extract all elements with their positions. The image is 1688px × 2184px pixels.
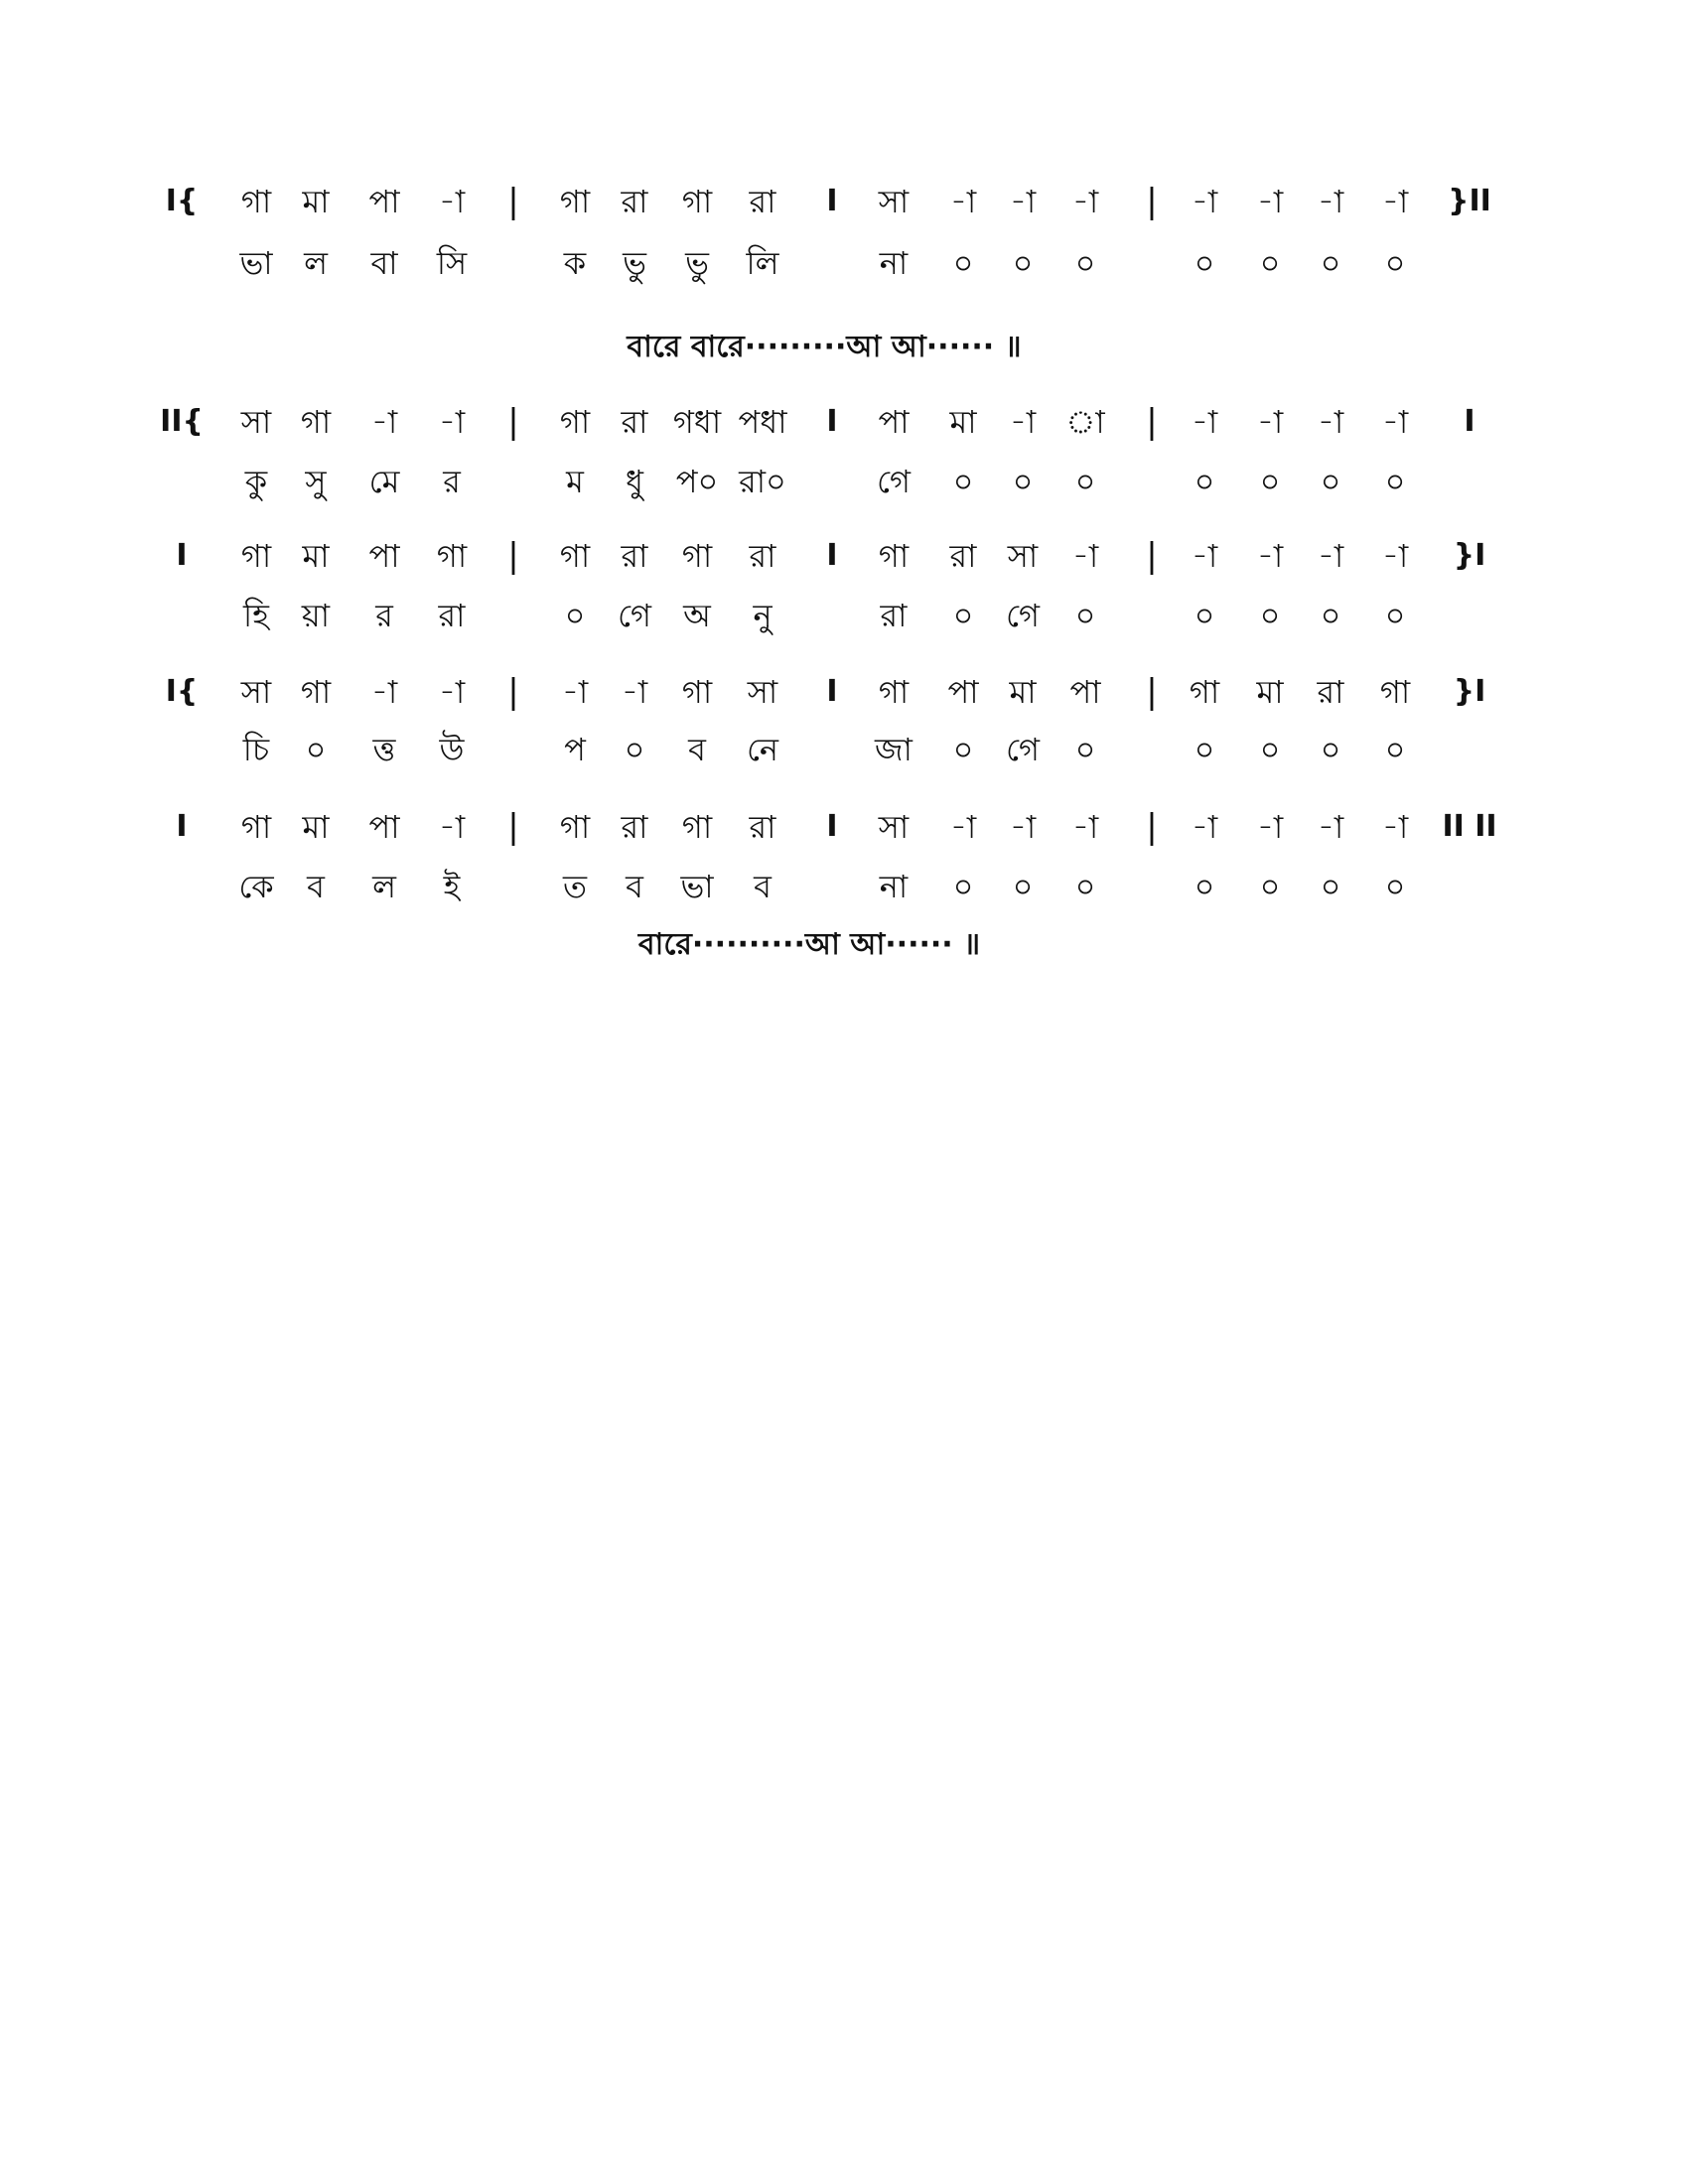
lyric-syllable: ০	[1012, 244, 1034, 282]
section-mark: I	[826, 404, 838, 439]
lyric-syllable: ব	[307, 868, 325, 905]
lyric-syllable: গে	[1006, 731, 1040, 768]
lyric-syllable: ০	[624, 731, 645, 768]
lyric-syllable: ০	[952, 868, 974, 905]
lyric-syllable: কু	[244, 463, 268, 500]
note: -া	[1009, 403, 1037, 441]
note: -া	[1381, 808, 1409, 846]
bar-line: |	[507, 402, 519, 442]
notation-line-2-notes	[0, 397, 1688, 447]
note: গা	[240, 183, 272, 220]
note: -া	[438, 673, 466, 711]
bar-line: |	[507, 182, 519, 221]
lyric-syllable: ব	[754, 868, 772, 905]
note: মা	[302, 183, 330, 220]
lyric-syllable: ০	[1074, 463, 1096, 500]
note: রা	[621, 183, 648, 220]
lyric-syllable: ০	[1012, 868, 1034, 905]
notation-line-5-lyrics	[0, 862, 1688, 911]
note: পা	[368, 183, 400, 220]
lyric-syllable: ম	[566, 463, 584, 500]
lyric-syllable: ০	[1259, 597, 1281, 634]
notation-line-3-notes	[0, 531, 1688, 581]
lyric-syllable: ০	[1259, 463, 1281, 500]
notation-line-1-lyrics	[0, 238, 1688, 288]
lyric-syllable: ০	[1194, 463, 1215, 500]
lyric-syllable: ০	[305, 731, 327, 768]
bar-line: |	[1146, 672, 1158, 712]
note: -া	[438, 808, 466, 846]
note: গা	[240, 808, 272, 846]
lyric-syllable: ০	[1384, 244, 1406, 282]
note: -া	[370, 403, 398, 441]
note: -া	[1381, 183, 1409, 220]
notation-line-1-notes	[0, 177, 1688, 226]
note: -া	[1256, 183, 1284, 220]
lyric-syllable: য়া	[301, 597, 331, 634]
note: গা	[436, 537, 468, 575]
lyric-syllable: ০	[952, 463, 974, 500]
lyric-syllable: র	[375, 597, 393, 634]
lyric-syllable: ল	[372, 868, 396, 905]
note: -া	[1191, 183, 1218, 220]
note: সা	[878, 183, 910, 220]
note: -া	[949, 183, 977, 220]
section-mark: I	[826, 674, 838, 709]
note: গা	[681, 183, 713, 220]
note: -া	[1317, 403, 1344, 441]
note: -া	[1191, 403, 1218, 441]
lyric-syllable: চি	[242, 731, 270, 768]
lyric-syllable: ০	[564, 597, 586, 634]
lyric-syllable: রা	[880, 597, 908, 634]
notation-line-4-notes	[0, 667, 1688, 717]
lyric-syllable: ০	[1074, 868, 1096, 905]
lyric-syllable: গে	[1006, 597, 1040, 634]
lyric-syllable: ০	[952, 244, 974, 282]
note: মা	[302, 537, 330, 575]
note: -া	[1191, 808, 1218, 846]
lyric-syllable: ই	[443, 868, 461, 905]
note: -া	[438, 183, 466, 220]
bar-line: |	[507, 536, 519, 576]
lyric-syllable: ০	[952, 731, 974, 768]
note: গা	[878, 537, 910, 575]
note: গা	[1189, 673, 1220, 711]
note: -া	[1317, 537, 1344, 575]
lyric-syllable: ল	[304, 244, 328, 282]
section-mark: I	[826, 538, 838, 573]
section-mark: II{	[160, 404, 204, 439]
lyric-syllable: ভা	[239, 244, 273, 282]
note: -া	[1256, 403, 1284, 441]
note: গা	[559, 808, 591, 846]
note: পধা	[738, 403, 787, 441]
lyric-syllable: ক	[563, 244, 587, 282]
lyric-syllable: ০	[1384, 868, 1406, 905]
note: -া	[1256, 537, 1284, 575]
note: গা	[681, 673, 713, 711]
notation-line-4-lyrics	[0, 725, 1688, 774]
lyric-syllable: ০	[1320, 244, 1341, 282]
lyric-syllable: না	[879, 868, 909, 905]
note: রা	[949, 537, 977, 575]
note: মা	[1009, 673, 1037, 711]
note: -া	[1071, 183, 1099, 220]
bar-line: |	[507, 807, 519, 847]
section-mark: I	[1464, 404, 1476, 439]
lyric-syllable: ধু	[626, 463, 643, 500]
note: -া	[621, 673, 648, 711]
lyric-syllable: ০	[1074, 731, 1096, 768]
section-mark: II II	[1442, 809, 1497, 844]
note: -া	[1317, 808, 1344, 846]
notation-line-5-notes	[0, 802, 1688, 852]
section-mark: I	[826, 809, 838, 844]
lyric-syllable: ০	[1259, 244, 1281, 282]
lyric-syllable: ভু	[623, 244, 646, 282]
lyric-syllable: ০	[1384, 597, 1406, 634]
lyric-syllable: প০	[675, 463, 719, 500]
note: পা	[947, 673, 979, 711]
lyric-syllable: নে	[746, 731, 779, 768]
lyric-syllable: লি	[746, 244, 779, 282]
lyric-syllable: অ	[683, 597, 711, 634]
note: গা	[300, 673, 332, 711]
lyric-syllable: ভা	[680, 868, 714, 905]
lyric-syllable: ০	[1320, 868, 1341, 905]
lyric-syllable: বা	[370, 244, 398, 282]
note: -া	[561, 673, 589, 711]
lyric-syllable: উ	[439, 731, 465, 768]
note: রা	[621, 403, 648, 441]
section-mark: }I	[1453, 674, 1486, 709]
note: রা	[749, 183, 776, 220]
lyric-syllable: গে	[618, 597, 651, 634]
note: -া	[438, 403, 466, 441]
lyric-syllable: ০	[1320, 463, 1341, 500]
lyric-syllable: ০	[1384, 463, 1406, 500]
lyric-syllable: ০	[1259, 731, 1281, 768]
note: া	[1065, 403, 1105, 441]
lyric-syllable: সু	[305, 463, 327, 500]
section-mark: I{	[165, 674, 199, 709]
bar-line: |	[507, 672, 519, 712]
note: -া	[370, 673, 398, 711]
section-mark: I	[826, 184, 838, 218]
lyric-syllable: কে	[238, 868, 274, 905]
note: পা	[368, 808, 400, 846]
note: রা	[749, 808, 776, 846]
note: পা	[368, 537, 400, 575]
lyric-syllable: ০	[1194, 597, 1215, 634]
note: গা	[559, 537, 591, 575]
note: -া	[1191, 537, 1218, 575]
note: গা	[300, 403, 332, 441]
lyric-syllable: রা	[438, 597, 466, 634]
note: রা	[621, 808, 648, 846]
note: মা	[949, 403, 977, 441]
note: গা	[240, 537, 272, 575]
bar-line: |	[1146, 536, 1158, 576]
note: গা	[681, 808, 713, 846]
lyric-syllable: র	[443, 463, 461, 500]
section-mark: I	[176, 809, 188, 844]
note: -া	[1009, 183, 1037, 220]
lyric-syllable: ০	[1074, 597, 1096, 634]
lyric-syllable: ব	[626, 868, 643, 905]
lyric-syllable: মে	[368, 463, 400, 500]
lyric-syllable: ত	[562, 868, 588, 905]
lyric-syllable: রা০	[739, 463, 786, 500]
bar-line: |	[1146, 182, 1158, 221]
note: মা	[1256, 673, 1284, 711]
lyric-syllable: ০	[1320, 597, 1341, 634]
section-mark: }I	[1453, 538, 1486, 573]
lyric-syllable: ০	[1194, 731, 1215, 768]
lyric-syllable: ০	[1384, 731, 1406, 768]
note: সা	[1007, 537, 1039, 575]
note: -া	[1256, 808, 1284, 846]
lyric-syllable: ত্ত	[372, 731, 396, 768]
note: গা	[559, 183, 591, 220]
note: গা	[681, 537, 713, 575]
note: -া	[1381, 537, 1409, 575]
lyric-syllable: ০	[952, 597, 974, 634]
lyric-syllable: না	[879, 244, 909, 282]
notation-line-2-lyrics	[0, 457, 1688, 506]
note: -া	[949, 808, 977, 846]
lyric-syllable: ০	[1320, 731, 1341, 768]
note: সা	[747, 673, 778, 711]
lyric-syllable: জা	[875, 731, 913, 768]
notation-line-3-lyrics	[0, 591, 1688, 640]
note: -া	[1071, 808, 1099, 846]
note: সা	[240, 673, 272, 711]
note: গা	[559, 403, 591, 441]
lyric-syllable: সি	[436, 244, 468, 282]
note: -া	[1009, 808, 1037, 846]
note: পা	[878, 403, 910, 441]
note: গা	[1379, 673, 1411, 711]
note: -া	[1381, 403, 1409, 441]
lyric-syllable: নু	[753, 597, 773, 634]
lyric-syllable: ০	[1194, 244, 1215, 282]
lyric-syllable: হি	[243, 597, 269, 634]
lyric-syllable: ০	[1012, 463, 1034, 500]
note: রা	[749, 537, 776, 575]
section-mark: }II	[1448, 184, 1491, 218]
note: গা	[878, 673, 910, 711]
note: রা	[1317, 673, 1344, 711]
lyric-syllable: ০	[1194, 868, 1215, 905]
note: পা	[1069, 673, 1101, 711]
note: -া	[1071, 537, 1099, 575]
section-mark: I{	[165, 184, 199, 218]
note: রা	[621, 537, 648, 575]
bar-line: |	[1146, 807, 1158, 847]
lyric-syllable: প	[564, 731, 586, 768]
lyric-syllable: ব	[688, 731, 706, 768]
section-mark: I	[176, 538, 188, 573]
refrain-line: বারে বারে·········আ আ······ ॥	[627, 330, 1022, 364]
note: -া	[1317, 183, 1344, 220]
bar-line: |	[1146, 402, 1158, 442]
lyric-syllable: ভু	[685, 244, 709, 282]
note: গধা	[672, 403, 722, 441]
refrain-line: বারে··········আ আ······ ॥	[637, 927, 981, 962]
note: সা	[240, 403, 272, 441]
lyric-syllable: গে	[877, 463, 911, 500]
note: সা	[878, 808, 910, 846]
note: মা	[302, 808, 330, 846]
lyric-syllable: ০	[1259, 868, 1281, 905]
lyric-syllable: ০	[1074, 244, 1096, 282]
